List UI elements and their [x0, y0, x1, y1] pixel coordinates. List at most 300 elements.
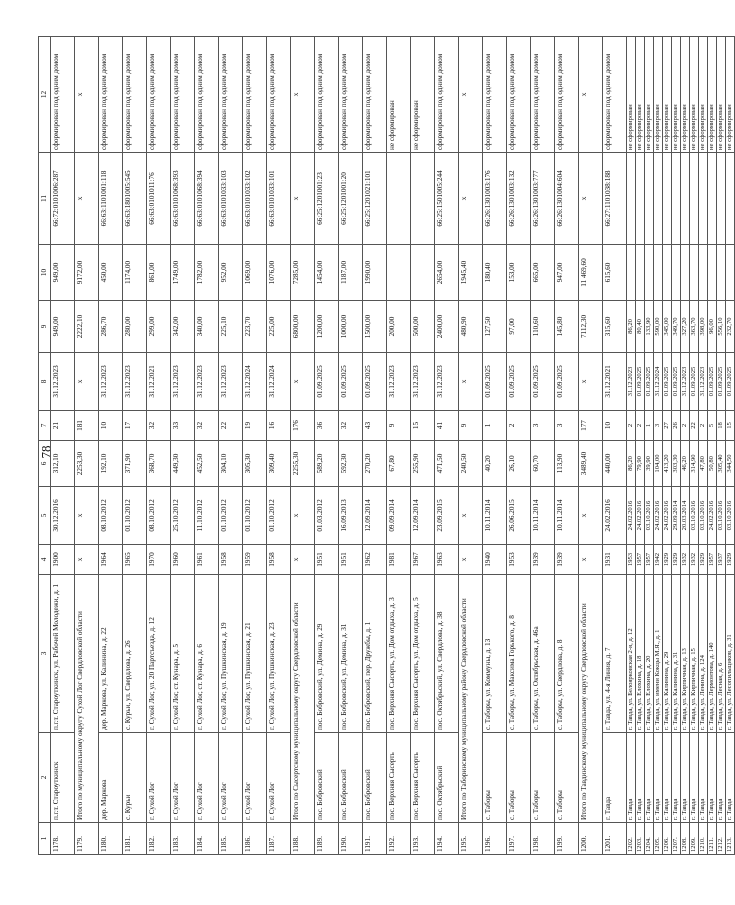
total-row	[579, 37, 603, 855]
cell: 1929	[726, 545, 735, 575]
table-row	[411, 37, 435, 855]
cell: г. Сухой Лог	[243, 733, 267, 823]
cell: г. Тавда	[726, 733, 735, 823]
row-number: 1183.	[171, 823, 195, 855]
status-cell: сформирован под одним домом	[435, 37, 459, 153]
cell: x	[579, 37, 603, 153]
status-cell: сформирован под одним домом	[243, 37, 267, 153]
cell: 01.03.2012	[315, 487, 339, 545]
cell: г. Сухой Лог	[219, 733, 243, 823]
cell: 133,90	[645, 301, 654, 353]
cell: 22	[219, 411, 243, 441]
table-row	[483, 37, 507, 855]
cell: 1929	[672, 545, 681, 575]
table-row	[708, 37, 717, 855]
row-number: 1197.	[507, 823, 531, 855]
cell: 10	[603, 411, 627, 441]
cell: 86,20	[627, 441, 636, 487]
table-row	[726, 37, 735, 855]
cell: 1962	[363, 545, 387, 575]
column-number: 6	[39, 441, 51, 487]
status-cell: не сформирован	[636, 37, 645, 153]
cell: пос. Бобровский, ул. Демина, д. 29	[315, 575, 339, 733]
cell: 66:63:0101033:103	[219, 153, 243, 245]
cell: с. Таборы, ул. Максима Горького, д. 8	[507, 575, 531, 733]
cell: 1	[645, 411, 654, 441]
cell: 01.09.2025	[507, 353, 531, 411]
table-row	[603, 37, 627, 855]
cell: 305,40	[717, 441, 726, 487]
cell: 368,70	[147, 441, 171, 487]
cell: x	[75, 487, 99, 545]
cell: 255,90	[411, 441, 435, 487]
cell: г. Тавда	[699, 733, 708, 823]
cell: 24.02.2016	[708, 487, 717, 545]
cell: с. Таборы	[531, 733, 555, 823]
cell: 1187,00	[339, 245, 363, 301]
cell: с. Таборы, ул. Октябрьская, д. 46а	[531, 575, 555, 733]
cell: пос. Бобровский, ул. Демина, д. 31	[339, 575, 363, 733]
cell: 223,70	[243, 301, 267, 353]
cell: 01.09.2025	[690, 353, 699, 411]
cell: 1069,00	[243, 245, 267, 301]
table-row	[672, 37, 681, 855]
row-number: 1207.	[672, 823, 681, 855]
cell	[663, 245, 672, 301]
cell: 24.02.2016	[636, 487, 645, 545]
cell: г. Сухой Лог	[147, 733, 171, 823]
cell: 2255,30	[291, 441, 315, 487]
row-number: 1184.	[195, 823, 219, 855]
cell: 47,80	[699, 441, 708, 487]
cell: 861,00	[147, 245, 171, 301]
column-number: 9	[39, 301, 51, 353]
cell: г. Тавда, ул. Ленина, д. 124	[699, 575, 708, 733]
cell: г. Сухой Лог	[195, 733, 219, 823]
cell: 08.10.2012	[99, 487, 123, 545]
cell: г. Сухой Лог, ул. Пушкинская, д. 19	[219, 575, 243, 733]
table-row	[507, 37, 531, 855]
cell: 1932	[690, 545, 699, 575]
cell	[681, 245, 690, 301]
cell: пос. Октябрьский, ул. Свердлова, д. 38	[435, 575, 459, 733]
cell	[387, 153, 411, 245]
cell: 665,00	[531, 245, 555, 301]
cell: 15	[411, 411, 435, 441]
cell: 15	[726, 411, 735, 441]
table-row	[663, 37, 672, 855]
cell: 08.10.2012	[147, 487, 171, 545]
cell: г. Сухой Лог, ст. Кунара, д. 5	[171, 575, 195, 733]
status-cell: не сформирован	[708, 37, 717, 153]
cell: 32	[339, 411, 363, 441]
cell: 24.02.2016	[603, 487, 627, 545]
cell: 46,20	[681, 441, 690, 487]
row-number: 1211.	[708, 823, 717, 855]
cell: 299,00	[147, 301, 171, 353]
row-number: 1191.	[363, 823, 387, 855]
cell	[387, 245, 411, 301]
cell: 176	[291, 411, 315, 441]
cell: 452,50	[195, 441, 219, 487]
cell: 11.10.2012	[195, 487, 219, 545]
cell: 01.10.2012	[123, 487, 147, 545]
cell: 01.09.2025	[717, 353, 726, 411]
cell: 2	[681, 411, 690, 441]
total-label: Итого по муниципальному округу Сухой Лог Свердловской области	[75, 575, 99, 823]
row-number: 1185.	[219, 823, 243, 855]
cell: 66:25:1501005:244	[435, 153, 459, 245]
cell: 66:63:0101068:394	[195, 153, 219, 245]
cell: 31.12.2021	[147, 353, 171, 411]
cell: x	[579, 545, 603, 575]
cell	[699, 153, 708, 245]
cell: 24.02.2016	[663, 487, 672, 545]
cell: 1174,00	[123, 245, 147, 301]
row-number: 1188.	[291, 823, 315, 855]
cell: 1937	[717, 545, 726, 575]
status-cell: не сформирован	[663, 37, 672, 153]
cell: 449,30	[171, 441, 195, 487]
cell: 1964	[99, 545, 123, 575]
cell: 947,00	[555, 245, 579, 301]
cell: пос. Верхняя Сысерть, ул. Дом отдыха, д. 5	[411, 575, 435, 733]
cell: 2	[699, 411, 708, 441]
status-cell: сформирован под одним домом	[171, 37, 195, 153]
cell	[411, 245, 435, 301]
cell: 3	[531, 411, 555, 441]
cell: x	[291, 37, 315, 153]
cell: 113,90	[555, 441, 579, 487]
cell: 66:63:0101033:101	[267, 153, 291, 245]
page-number: 78	[38, 445, 54, 459]
cell: 200,00	[387, 301, 411, 353]
cell: 371,90	[123, 441, 147, 487]
cell	[627, 245, 636, 301]
cell: 1957	[708, 545, 717, 575]
row-number: 1206.	[663, 823, 672, 855]
cell: 01.09.2025	[663, 353, 672, 411]
row-number: 1193.	[411, 823, 435, 855]
cell: x	[459, 545, 483, 575]
cell: г. Тавда, ул. Калинина, д. 29	[663, 575, 672, 733]
status-cell: не сформирован	[387, 37, 411, 153]
cell: 31.12.2023	[411, 353, 435, 411]
cell: 1990,00	[363, 245, 387, 301]
cell: 177	[579, 411, 603, 441]
cell: 1000,00	[339, 301, 363, 353]
row-number: 1212.	[717, 823, 726, 855]
cell: пос. Верхняя Сысерть, ул. Дом отдыха, д. 3	[387, 575, 411, 733]
cell	[699, 245, 708, 301]
cell: 03.10.2016	[726, 487, 735, 545]
status-cell: не сформирован	[672, 37, 681, 153]
cell: 270,20	[363, 441, 387, 487]
cell: x	[459, 37, 483, 153]
cell: с. Таборы, ул. Коммуны, д. 13	[483, 575, 507, 733]
cell: 40,20	[483, 441, 507, 487]
cell: 26,10	[507, 441, 531, 487]
cell: 309,40	[267, 441, 291, 487]
cell: г. Сухой Лог, ул. Пушкинская, д. 21	[243, 575, 267, 733]
cell: x	[291, 153, 315, 245]
row-number: 1187.	[267, 823, 291, 855]
total-row	[75, 37, 99, 855]
cell: 25.10.2012	[171, 487, 195, 545]
cell: дер. Маркова, ул. Калинина, д. 22	[99, 575, 123, 733]
cell: 66:63:0101068:393	[171, 153, 195, 245]
cell: 18	[717, 411, 726, 441]
cell: 1953	[507, 545, 531, 575]
cell: 2253,30	[75, 441, 99, 487]
cell: г. Тавда	[663, 733, 672, 823]
table-row	[267, 37, 291, 855]
table-row	[645, 37, 654, 855]
row-number: 1178.	[51, 823, 75, 855]
cell: 31.12.2023	[681, 353, 690, 411]
row-number: 1194.	[435, 823, 459, 855]
row-number: 1196.	[483, 823, 507, 855]
cell: 949,00	[51, 245, 75, 301]
cell: п.г.т. Староуткинск, ул. Рабочей Молодежи, д. 1	[51, 575, 75, 733]
cell: г. Тавда, ул. 4-я Линия, д. 7	[603, 575, 627, 733]
cell: 1953	[627, 545, 636, 575]
cell: x	[579, 487, 603, 545]
cell: 12.09.2014	[363, 487, 387, 545]
cell: 2400,00	[435, 301, 459, 353]
cell: 9	[387, 411, 411, 441]
cell: 66:63:1801005:545	[123, 153, 147, 245]
cell: 31.12.2023	[99, 353, 123, 411]
cell: 10	[99, 411, 123, 441]
cell: 104,00	[654, 441, 663, 487]
cell: 3	[555, 411, 579, 441]
cell: 31.12.2023	[171, 353, 195, 411]
cell: 01.09.2025	[339, 353, 363, 411]
cell: 949,00	[51, 301, 75, 353]
cell: 39,90	[645, 441, 654, 487]
cell: 86,20	[627, 301, 636, 353]
cell: пос. Бобровский	[315, 733, 339, 823]
column-number: 4	[39, 545, 51, 575]
table-row	[555, 37, 579, 855]
cell: 1782,00	[195, 245, 219, 301]
cell: 31.12.2023	[195, 353, 219, 411]
cell: г. Тавда	[717, 733, 726, 823]
cell: 2222,10	[75, 301, 99, 353]
cell: 96,00	[708, 301, 717, 353]
cell: 66:26:1301003:132	[507, 153, 531, 245]
column-number: 11	[39, 153, 51, 245]
cell: x	[75, 37, 99, 153]
cell: пос. Бобровский	[363, 733, 387, 823]
cell	[708, 245, 717, 301]
cell: 31.12.2023	[435, 353, 459, 411]
cell	[663, 153, 672, 245]
cell: 5	[708, 411, 717, 441]
cell: 31.12.2024	[243, 353, 267, 411]
cell: 10.11.2014	[483, 487, 507, 545]
row-number: 1179.	[75, 823, 99, 855]
status-cell: не сформирован	[690, 37, 699, 153]
row-number: 1180.	[99, 823, 123, 855]
cell: 01.09.2025	[645, 353, 654, 411]
cell: 01.09.2025	[672, 353, 681, 411]
cell: дер. Маркова	[99, 733, 123, 823]
cell: 2	[636, 411, 645, 441]
cell: г. Тавда	[627, 733, 636, 823]
table-row	[681, 37, 690, 855]
cell: x	[75, 545, 99, 575]
cell: 1940	[483, 545, 507, 575]
rotated-document	[38, 37, 733, 855]
cell: 26	[672, 411, 681, 441]
cell: 1939	[555, 545, 579, 575]
cell: 36	[315, 411, 339, 441]
cell: 66:25:1201001:20	[339, 153, 363, 245]
cell: 1958	[267, 545, 291, 575]
cell: 1958	[219, 545, 243, 575]
cell	[690, 245, 699, 301]
cell: 1200,00	[315, 301, 339, 353]
cell: 32	[195, 411, 219, 441]
cell: 2	[627, 411, 636, 441]
table-row	[219, 37, 243, 855]
row-number: 1208.	[681, 823, 690, 855]
status-cell: не сформирован	[411, 37, 435, 153]
row-number: 1210.	[699, 823, 708, 855]
total-label: Итого по Сысертскому муниципальному округу Свердловской области	[291, 575, 315, 823]
cell: 1961	[195, 545, 219, 575]
table-row	[363, 37, 387, 855]
row-number: 1202.	[627, 823, 636, 855]
table-row	[99, 37, 123, 855]
cell: 305,30	[243, 441, 267, 487]
cell: 7285,00	[291, 245, 315, 301]
cell: г. Тавда, ул. имени Кокцы М.Я., д. 1	[654, 575, 663, 733]
cell: 1900	[51, 545, 75, 575]
cell: 1960	[171, 545, 195, 575]
cell	[726, 245, 735, 301]
cell: 480,90	[459, 301, 483, 353]
cell: 342,00	[171, 301, 195, 353]
cell: 952,00	[219, 245, 243, 301]
cell: 225,10	[219, 301, 243, 353]
table-row	[627, 37, 636, 855]
status-cell: не сформирован	[654, 37, 663, 153]
row-number: 1201.	[603, 823, 627, 855]
status-cell: сформирован под одним домом	[363, 37, 387, 153]
cell: 3489,40	[579, 441, 603, 487]
cell: 1932	[681, 545, 690, 575]
cell: 66:26:1301003:176	[483, 153, 507, 245]
cell: 32	[147, 411, 171, 441]
cell: 440,00	[603, 441, 627, 487]
cell: 01.09.2025	[636, 353, 645, 411]
status-cell: сформирован под одним домом	[603, 37, 627, 153]
cell: 33	[171, 411, 195, 441]
cell: 1957	[645, 545, 654, 575]
cell: 97,00	[507, 301, 531, 353]
cell: 1929	[663, 545, 672, 575]
cell: 31.12.2023	[387, 353, 411, 411]
cell: пос. Бобровский	[339, 733, 363, 823]
status-cell: не сформирован	[717, 37, 726, 153]
row-number: 1204.	[645, 823, 654, 855]
status-cell: сформирован под одним домом	[195, 37, 219, 153]
column-number: 5	[39, 487, 51, 545]
total-row	[291, 37, 315, 855]
cell: 304,10	[219, 441, 243, 487]
cell: 10.11.2014	[531, 487, 555, 545]
cell: пос. Бобровский, пер. Дружбы, д. 1	[363, 575, 387, 733]
cell: 225,00	[267, 301, 291, 353]
cell: x	[291, 487, 315, 545]
cell: 7112,30	[579, 301, 603, 353]
cell: пос. Верхняя Сысерть	[387, 733, 411, 823]
cell: x	[459, 153, 483, 245]
cell: 29.09.2014	[672, 487, 681, 545]
cell: 1963	[435, 545, 459, 575]
column-number-row	[39, 37, 51, 855]
cell: 30.12.2016	[51, 487, 75, 545]
cell: г. Тавда, ул. Елохина, д. 20	[645, 575, 654, 733]
cell: г. Тавда, ул. Лермонтова, д. 140	[708, 575, 717, 733]
cell: г. Сухой Лог, ул. Пушкинская, д. 23	[267, 575, 291, 733]
row-number: 1181.	[123, 823, 147, 855]
cell: 145,80	[555, 301, 579, 353]
cell: 1967	[411, 545, 435, 575]
cell: x	[75, 153, 99, 245]
cell: г. Тавда	[636, 733, 645, 823]
cell: 340,00	[195, 301, 219, 353]
cell	[708, 153, 717, 245]
cell: 66:27:1101038:188	[603, 153, 627, 245]
cell: 1454,00	[315, 245, 339, 301]
cell: 344,50	[726, 441, 735, 487]
cell: 66:25:1201001:23	[315, 153, 339, 245]
cell: 24.02.2016	[627, 487, 636, 545]
cell: 31.12.2023	[123, 353, 147, 411]
row-number: 1182.	[147, 823, 171, 855]
cell: г. Тавда	[708, 733, 717, 823]
column-number: 7	[39, 411, 51, 441]
column-number: 3	[39, 575, 51, 733]
column-number: 10	[39, 245, 51, 301]
cell: 16.09.2013	[339, 487, 363, 545]
table-row	[387, 37, 411, 855]
cell: 11 469,60	[579, 245, 603, 301]
row-number: 1209.	[690, 823, 699, 855]
housing-table	[38, 36, 735, 855]
cell	[645, 245, 654, 301]
table-row	[195, 37, 219, 855]
cell: 398,00	[699, 301, 708, 353]
cell: 312,10	[51, 441, 75, 487]
cell: x	[459, 487, 483, 545]
cell	[717, 245, 726, 301]
cell: 314,90	[690, 441, 699, 487]
cell: 01.09.2025	[555, 353, 579, 411]
cell: 01.09.2025	[363, 353, 387, 411]
table-row	[51, 37, 75, 855]
cell: x	[579, 153, 603, 245]
table-row	[147, 37, 171, 855]
cell: 31.12.2024	[267, 353, 291, 411]
cell	[654, 245, 663, 301]
status-cell: сформирован под одним домом	[507, 37, 531, 153]
cell: 2	[507, 411, 531, 441]
